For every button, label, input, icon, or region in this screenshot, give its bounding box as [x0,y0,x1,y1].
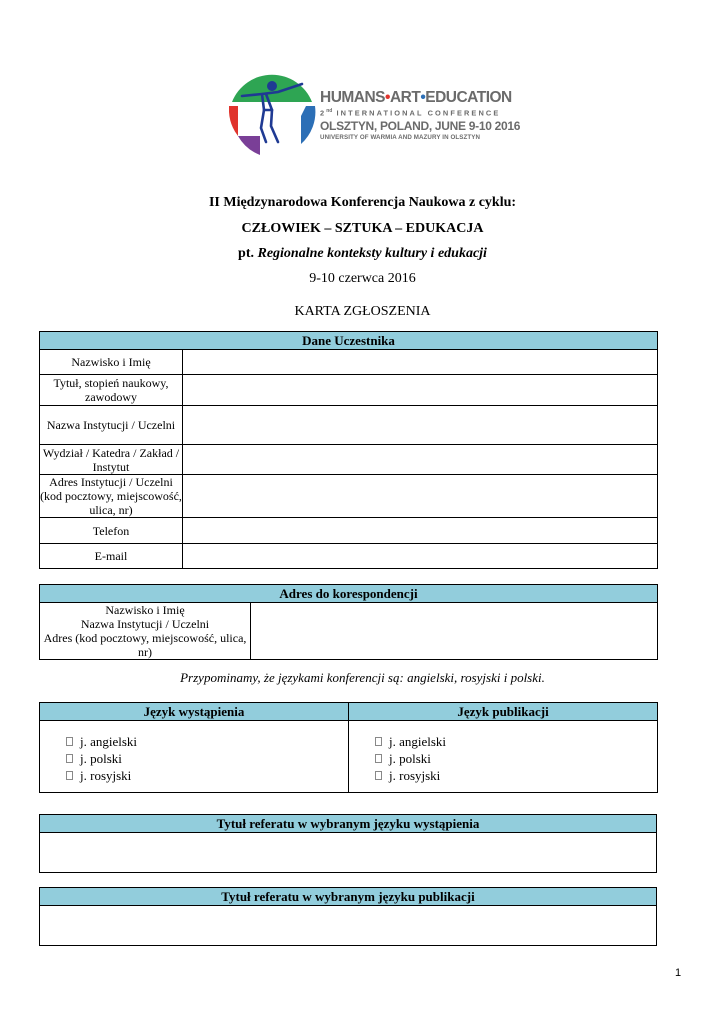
speech-language-heading: Język wystąpienia [40,703,349,721]
speech-title-table [39,814,657,873]
checkbox[interactable] [375,771,382,780]
logo-emblem-icon [228,66,320,158]
publication-title-heading: Tytuł referatu w wybranym języku publikacji [40,888,657,906]
speech-option-russian[interactable]: j. rosyjski [66,767,348,784]
correspondence-labels [40,603,251,660]
checkbox[interactable] [375,737,382,746]
publication-option-english[interactable]: j. angielski [375,733,657,750]
publication-language-heading: Język publikacji [349,703,658,721]
conference-title-line: II Międzynarodowa Konferencja Naukowa z cyklu: [208,195,517,210]
field-institution-address[interactable] [183,475,658,518]
label-phone: Telefon [40,518,183,544]
label-name: Nazwisko i Imię [40,350,183,375]
speech-title-heading: Tytuł referatu w wybranym języku wystąpienia [40,815,657,833]
logo-text [320,90,520,142]
field-publication-title[interactable] [40,906,657,946]
publication-option-polish[interactable]: j. polski [375,750,657,767]
logo-title: HUMANS•ART•EDUCATION [320,89,512,106]
field-email[interactable] [183,544,658,569]
page-number: 1 [675,967,682,979]
conference-date: 9-10 czerwca 2016 [309,271,416,286]
correspondence-table [39,584,658,660]
logo-purple-segment [238,136,260,155]
label-institution-address: Adres Instytucji / Uczelni (kod pocztowy, miejscowość, ulica, nr) [40,475,182,517]
speech-option-english[interactable]: j. angielski [66,733,348,750]
label-department: Wydział / Katedra / Zakład / Instytut [40,445,183,475]
field-name[interactable] [183,350,658,375]
field-institution[interactable] [183,406,658,445]
speech-language-options [40,721,349,793]
logo-location-date: OLSZTYN, POLAND, JUNE 9-10 2016 [320,119,521,134]
speech-option-polish[interactable]: j. polski [66,750,348,767]
logo-subtitle: 2nd INTERNATIONAL CONFERENCE [320,108,501,118]
logo-blue-segment [301,106,315,144]
conference-theme: pt. Regionalne konteksty kultury i edukacji [238,246,487,261]
field-speech-title[interactable] [40,833,657,873]
conference-logo [228,66,521,158]
label-institution: Nazwa Instytucji / Uczelni [40,406,183,445]
publication-title-table [39,887,657,946]
field-degree[interactable] [183,375,658,406]
publication-option-russian[interactable]: j. rosyjski [375,767,657,784]
participant-table [39,331,658,569]
conference-series-name: CZŁOWIEK – SZTUKA – EDUKACJA [241,221,484,236]
correspondence-label-institution: Nazwa Instytucji / Uczelni [80,617,210,631]
participant-heading: Dane Uczestnika [40,332,658,350]
field-correspondence[interactable] [251,603,658,660]
checkbox[interactable] [66,771,73,780]
correspondence-heading: Adres do korespondencji [40,585,658,603]
correspondence-label-address: Adres (kod pocztowy, miejscowość, ulica, nr) [43,631,247,659]
form-title: KARTA ZGŁOSZENIA [294,304,431,319]
field-department[interactable] [183,445,658,475]
label-email: E-mail [40,544,183,569]
correspondence-label-name: Nazwisko i Imię [105,603,185,617]
checkbox[interactable] [66,754,73,763]
field-phone[interactable] [183,518,658,544]
checkbox[interactable] [375,754,382,763]
logo-university: UNIVERSITY OF WARMIA AND MAZURY IN OLSZTYN [320,134,481,142]
checkbox[interactable] [66,737,73,746]
language-table [39,702,658,793]
publication-language-options [349,721,658,793]
language-reminder: Przypominamy, że językami konferencji są: angielski, rosyjski i polski. [180,670,545,685]
label-degree: Tytuł, stopień naukowy, zawodowy [40,375,183,406]
